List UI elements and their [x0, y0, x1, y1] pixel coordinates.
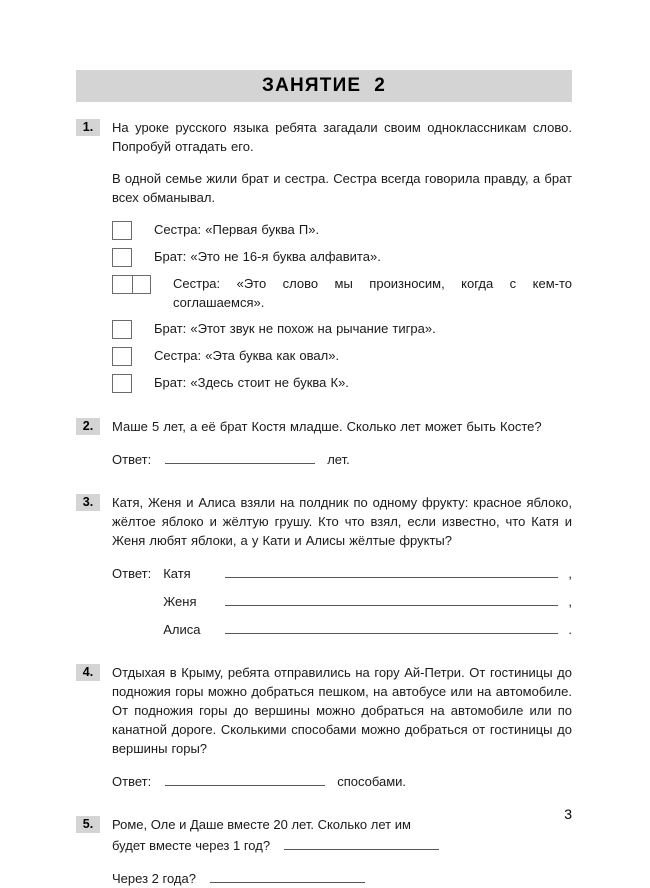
task-1-body — [112, 118, 572, 393]
statement-text: Брат: «Здесь стоит не буква К». — [154, 375, 349, 390]
task-4-paragraph-1: Отдыхая в Крыму, ребята отправились на гору Ай-Петри. От гостиницы до подножия горы можно добраться пешком, на автобусе или на автомобиле. От подножия горы до вершины можно добраться на автомобиле или по канатной дороге. Сколькими способами можно добраться от гостиницы до вершины горы? — [112, 665, 572, 756]
answer-blank-line[interactable] — [225, 593, 558, 606]
task-3-answer-list — [112, 564, 572, 639]
task-number-badge: 4. — [76, 664, 100, 681]
task-4 — [76, 663, 572, 791]
task-5 — [76, 815, 572, 888]
task-2 — [76, 417, 572, 469]
task-5-text-3: Через 2 года? — [112, 871, 196, 886]
statement-row — [112, 274, 572, 312]
statement-row — [112, 346, 572, 366]
task-2-answer-row — [112, 450, 572, 469]
task-5-line-3 — [112, 869, 572, 888]
checkbox-2[interactable] — [112, 248, 132, 267]
task-2-body — [112, 417, 572, 469]
checkbox-5[interactable] — [112, 347, 132, 366]
answer-label: Ответ: — [112, 566, 152, 581]
task-number-badge: 2. — [76, 418, 100, 435]
checkbox-6[interactable] — [112, 374, 132, 393]
statement-text: Брат: «Это не 16-я буква алфавита». — [154, 249, 381, 264]
task-5-line-2 — [112, 836, 572, 855]
answer-blank-line-1-year[interactable] — [284, 837, 439, 850]
answer-unit: лет. — [327, 452, 350, 467]
worksheet-page — [76, 0, 572, 886]
answer-blank-line[interactable] — [225, 565, 558, 578]
checkbox-4[interactable] — [112, 320, 132, 339]
answer-name: Алиса — [163, 622, 201, 637]
task-5-text-2: будет вместе через 1 год? — [112, 838, 271, 853]
task-4-answer-row — [112, 772, 572, 791]
answer-label: Ответ: — [112, 774, 152, 789]
answer-name: Женя — [163, 594, 197, 609]
statement-text: Брат: «Этот звук не похож на рычание тигра». — [154, 321, 436, 336]
answer-row-katya — [112, 564, 572, 583]
task-5-text-1: Роме, Оле и Даше вместе 20 лет. Сколько лет им — [112, 817, 411, 832]
answer-punctuation: . — [568, 622, 572, 637]
statement-text: Сестра: «Эта буква как овал». — [154, 348, 340, 363]
answer-blank-line[interactable] — [225, 621, 558, 634]
statement-row — [112, 220, 572, 240]
task-1-paragraph-2: В одной семье жили брат и сестра. Сестра всегда говорила правду, а брат всех обманывал. — [112, 171, 572, 205]
answer-unit: способами. — [337, 774, 407, 789]
statement-text: Сестра: «Первая буква П». — [154, 222, 320, 237]
answer-name: Катя — [163, 566, 191, 581]
answer-blank-line[interactable] — [165, 773, 325, 786]
answer-row-zhenya — [112, 592, 572, 611]
task-1 — [76, 118, 572, 393]
answer-punctuation: , — [568, 594, 572, 609]
task-number-badge: 1. — [76, 119, 100, 136]
page-title: ЗАНЯТИЕ 2 — [261, 75, 387, 96]
task-3-paragraph-1: Катя, Женя и Алиса взяли на полдник по одному фрукту: красное яблоко, жёлтое яблоко и жёлтую грушу. Кто что взял, если известно, что Катя и Женя любят яблоки, а у Кати и Алисы жёлтые фрукты? — [112, 495, 572, 548]
answer-blank-line-2-years[interactable] — [210, 870, 365, 883]
statement-row — [112, 373, 572, 393]
task-3-body — [112, 493, 572, 639]
answer-label: Ответ: — [112, 452, 152, 467]
task-1-paragraph-1: На уроке русского языка ребята загадали своим одноклассникам слово. Попробуй отгадать его. — [112, 120, 572, 154]
page-number: 3 — [564, 806, 572, 822]
task-number-badge: 5. — [76, 816, 100, 833]
checkbox-1[interactable] — [112, 221, 132, 240]
statement-row — [112, 319, 572, 339]
task-number-badge: 3. — [76, 494, 100, 511]
task-3 — [76, 493, 572, 639]
answer-blank-line[interactable] — [165, 451, 315, 464]
task-5-body — [112, 815, 572, 888]
task-2-paragraph-1: Маше 5 лет, а её брат Костя младше. Сколько лет может быть Косте? — [112, 419, 542, 434]
task-1-statement-list — [112, 220, 572, 393]
answer-row-alisa — [112, 620, 572, 639]
statement-row — [112, 247, 572, 267]
lesson-header-band — [76, 70, 572, 102]
checkbox-3[interactable] — [112, 275, 151, 294]
statement-text: Сестра: «Это слово мы произносим, когда с кем-то соглашаемся». — [173, 276, 572, 310]
answer-punctuation: , — [568, 566, 572, 581]
task-4-body — [112, 663, 572, 791]
